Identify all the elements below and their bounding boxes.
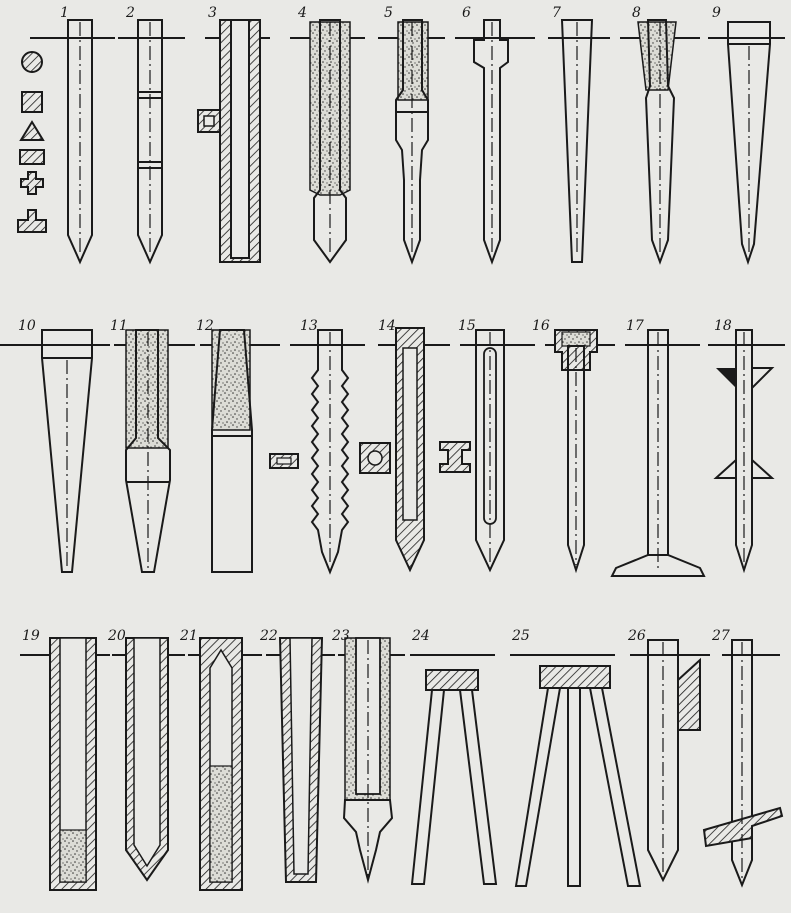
pile-26 — [648, 640, 700, 880]
pile-10 — [42, 330, 92, 572]
t-section-icon — [18, 210, 46, 232]
pile-number: 15 — [458, 318, 476, 334]
pile-15 — [476, 330, 504, 570]
cross-section-icon — [21, 172, 43, 194]
pile-number: 5 — [384, 5, 393, 21]
square-section-icon — [22, 92, 42, 112]
pile-16 — [555, 330, 597, 570]
pile-1 — [68, 20, 92, 262]
pile-number: 24 — [412, 628, 430, 644]
pile-number: 25 — [512, 628, 530, 644]
pile-number: 14 — [378, 318, 396, 334]
pile-22 — [280, 638, 322, 882]
pile-13 — [312, 330, 348, 572]
pile-23 — [344, 638, 392, 880]
pile-number: 26 — [628, 628, 646, 644]
pile-25 — [516, 666, 640, 886]
pile-number: 12 — [196, 318, 214, 334]
pile-number: 23 — [332, 628, 350, 644]
triangle-section-icon — [21, 122, 43, 140]
pile-number-labels — [18, 5, 732, 644]
pile-number: 3 — [208, 5, 217, 21]
pile-number: 2 — [126, 5, 135, 21]
pile-number: 18 — [714, 318, 732, 334]
pile-number: 8 — [632, 5, 641, 21]
pile-number: 17 — [626, 318, 644, 334]
pile-6 — [474, 20, 508, 262]
pile-number: 6 — [462, 5, 471, 21]
pile-24 — [412, 670, 496, 884]
pile-number: 16 — [532, 318, 550, 334]
circle-section-icon — [22, 52, 42, 72]
pile-4 — [310, 20, 350, 262]
cross-section-legend — [18, 52, 46, 232]
pile-21 — [200, 638, 242, 890]
pile-2 — [138, 20, 162, 262]
pile-number: 27 — [712, 628, 730, 644]
pile-20 — [126, 638, 168, 880]
pile-number: 20 — [108, 628, 126, 644]
pile-number: 10 — [18, 318, 36, 334]
pile-9 — [728, 22, 770, 262]
pile-7 — [562, 20, 592, 262]
pile-number: 4 — [298, 5, 307, 21]
pile-number: 21 — [180, 628, 198, 644]
pile-17 — [612, 330, 704, 576]
pile-5 — [396, 20, 428, 262]
pile-3 — [198, 20, 260, 262]
pile-8 — [638, 20, 676, 262]
pile-19 — [50, 638, 96, 890]
rectangle-section-icon — [20, 150, 44, 164]
pile-12 — [212, 330, 298, 572]
pile-number: 7 — [552, 5, 561, 21]
pile-number: 1 — [60, 5, 69, 21]
pile-number: 22 — [260, 628, 278, 644]
pile-number: 13 — [300, 318, 318, 334]
pile-14 — [360, 328, 470, 570]
pile-number: 9 — [712, 5, 721, 21]
pile-18 — [716, 330, 772, 570]
pile-27 — [704, 640, 782, 885]
pile-number: 19 — [22, 628, 40, 644]
pile-11 — [126, 330, 170, 572]
pile-number: 11 — [110, 318, 128, 334]
